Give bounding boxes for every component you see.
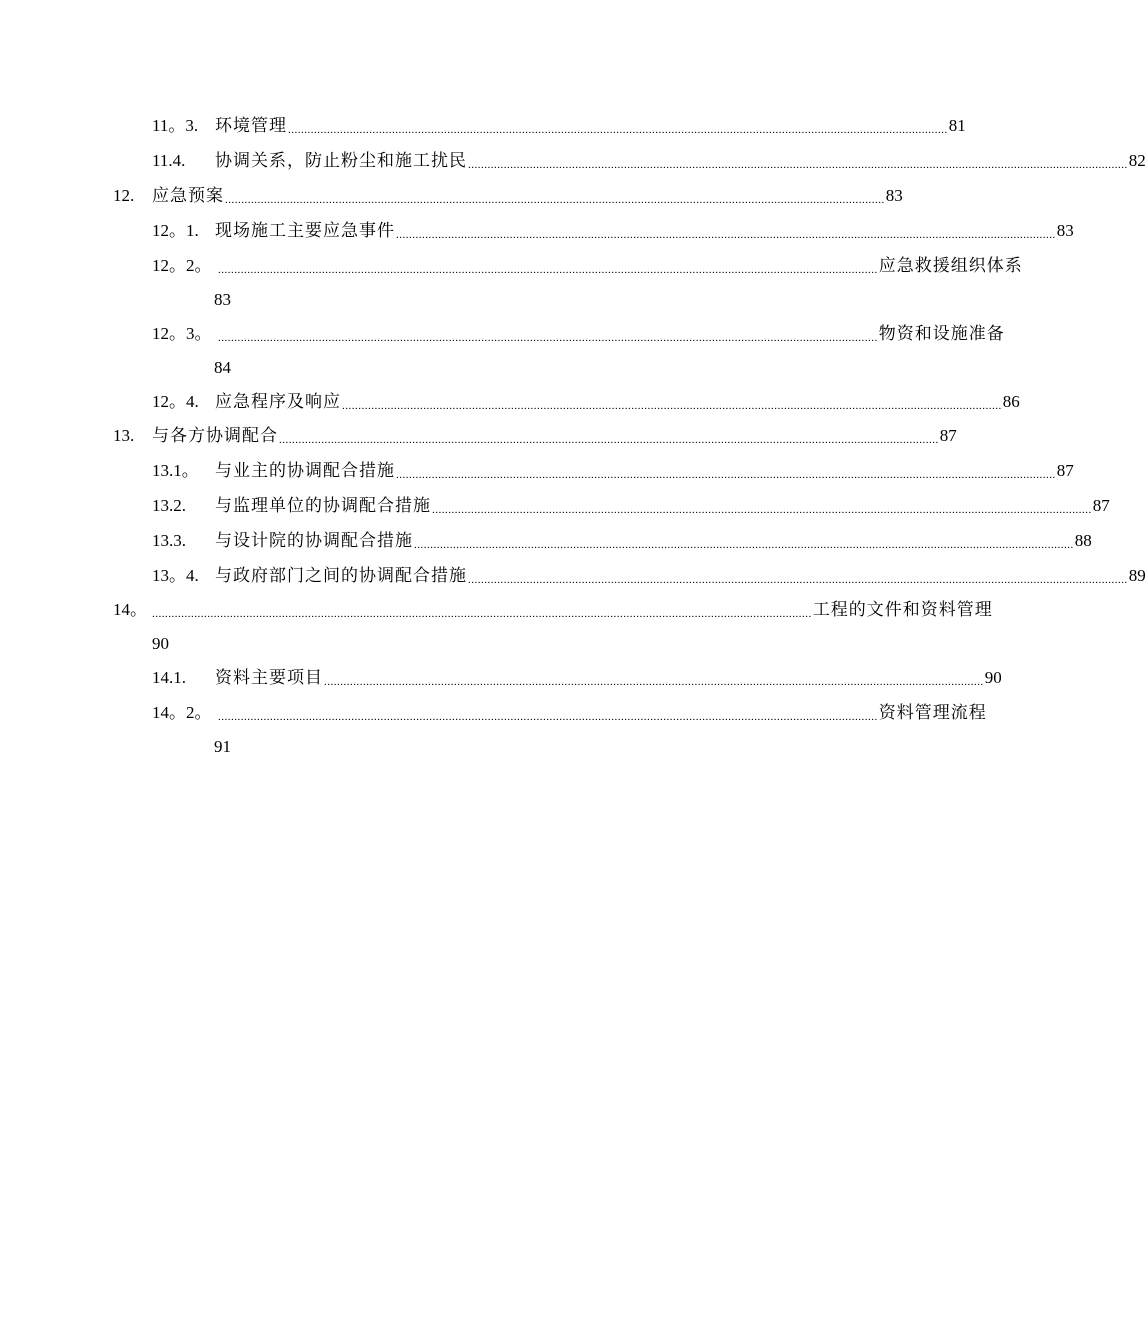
toc-entry-number: 11.4. xyxy=(152,151,186,170)
toc-entry[interactable] xyxy=(113,424,957,448)
toc-entry[interactable] xyxy=(113,598,993,622)
toc-entry[interactable] xyxy=(152,494,1110,518)
toc-entry-number: 14。2。 xyxy=(152,703,212,722)
toc-entry-page: 89 xyxy=(1128,566,1146,585)
toc-entry-title: 现场施工主要应急事件 xyxy=(215,219,396,243)
toc-entry-page: 87 xyxy=(1056,461,1074,480)
toc-entry-page: 88 xyxy=(1074,531,1092,550)
toc-leader-dots: ........................................................................................................................................................................................................... xyxy=(468,574,1128,586)
toc-leader-dots: ........................................................................................................................................................................................................... xyxy=(468,159,1128,171)
toc-entry-number: 12。4. xyxy=(152,392,199,411)
toc-entry-number: 13。4. xyxy=(152,566,199,585)
toc-entry[interactable] xyxy=(152,254,1023,278)
toc-entry-page: 87 xyxy=(1092,496,1110,515)
toc-entry-title: 环境管理 xyxy=(215,114,288,138)
toc-leader-dots: ........................................................................................................................................................................................................... xyxy=(414,539,1074,551)
toc-entry-number: 13.2. xyxy=(152,496,186,515)
toc-leader-dots: ........................................................................................................................................................................................................... xyxy=(396,229,1056,241)
toc-entry[interactable] xyxy=(152,219,1074,243)
toc-entry-page: 82 xyxy=(1128,151,1146,170)
toc-entry[interactable] xyxy=(152,459,1074,483)
toc-entry-page: 81 xyxy=(948,116,966,135)
toc-entry-number: 12. xyxy=(113,186,135,205)
toc-entry[interactable] xyxy=(152,564,1146,588)
toc-entry-number: 12。2。 xyxy=(152,256,212,275)
toc-entry-title: 资料主要项目 xyxy=(215,666,324,690)
toc-leader-dots: ........................................................................................................................................................................................................... xyxy=(324,676,984,688)
toc-entry-page: 83 xyxy=(1056,221,1074,240)
toc-leader-dots: ........................................................................................................................................................................................................... xyxy=(218,264,878,276)
toc-entry[interactable] xyxy=(113,184,903,208)
toc-entry-number: 12。1. xyxy=(152,221,199,240)
toc-entry-number: 14.1. xyxy=(152,668,186,687)
toc-leader-dots: ........................................................................................................................................................................................................... xyxy=(218,332,878,344)
toc-entry-number: 13.1。 xyxy=(152,461,199,480)
toc-entry-title: 与设计院的协调配合措施 xyxy=(215,529,414,553)
toc-leader-dots: ........................................................................................................................................................................................................... xyxy=(432,504,1092,516)
toc-leader-dots: ........................................................................................................................................................................................................... xyxy=(288,124,948,136)
toc-entry[interactable] xyxy=(152,149,1146,173)
toc-entry-title: 与政府部门之间的协调配合措施 xyxy=(215,564,468,588)
toc-leader-dots: ........................................................................................................................................................................................................... xyxy=(225,194,885,206)
toc-entry-title: 应急预案 xyxy=(152,184,225,208)
toc-entry-title: 与监理单位的协调配合措施 xyxy=(215,494,432,518)
toc-leader-dots: ........................................................................................................................................................................................................... xyxy=(342,400,1002,412)
toc-entry[interactable] xyxy=(152,529,1092,553)
toc-entry-title: 与业主的协调配合措施 xyxy=(215,459,396,483)
toc-leader-dots: ........................................................................................................................................................................................................... xyxy=(396,469,1056,481)
toc-entry-title: 协调关系，防止粉尘和施工扰民 xyxy=(215,149,468,173)
toc-entry-number: 12。3。 xyxy=(152,324,212,343)
toc-entry-page: 83 xyxy=(885,186,903,205)
toc-entry[interactable] xyxy=(152,390,1020,414)
toc-entry[interactable] xyxy=(152,666,1002,690)
toc-entry-title: 应急救援组织体系 xyxy=(878,254,1024,278)
toc-leader-dots: ........................................................................................................................................................................................................... xyxy=(152,608,812,620)
toc-entry-page: 90 xyxy=(984,668,1002,687)
toc-leader-dots: ........................................................................................................................................................................................................... xyxy=(279,434,939,446)
toc-entry[interactable] xyxy=(152,114,966,138)
toc-entry-title: 工程的文件和资料管理 xyxy=(812,598,994,622)
toc-entry-title: 物资和设施准备 xyxy=(878,322,1006,346)
toc-entry[interactable] xyxy=(152,322,1005,346)
toc-entry-number: 13.3. xyxy=(152,531,186,550)
toc-entry-page: 84 xyxy=(214,358,231,377)
toc-entry-number: 14。 xyxy=(113,600,147,619)
toc-entry-page: 83 xyxy=(214,290,231,309)
toc-entry-title: 资料管理流程 xyxy=(878,701,988,725)
toc-entry-page: 86 xyxy=(1002,392,1020,411)
toc-leader-dots: ........................................................................................................................................................................................................... xyxy=(218,711,878,723)
toc-entry-page: 87 xyxy=(939,426,957,445)
toc-entry[interactable] xyxy=(152,701,987,725)
toc-entry-page: 90 xyxy=(152,634,169,653)
toc-entry-title: 与各方协调配合 xyxy=(152,424,279,448)
toc-entry-number: 13. xyxy=(113,426,135,445)
toc-entry-title: 应急程序及响应 xyxy=(215,390,342,414)
toc-entry-number: 11。3. xyxy=(152,116,199,135)
toc-entry-page: 91 xyxy=(214,737,231,756)
